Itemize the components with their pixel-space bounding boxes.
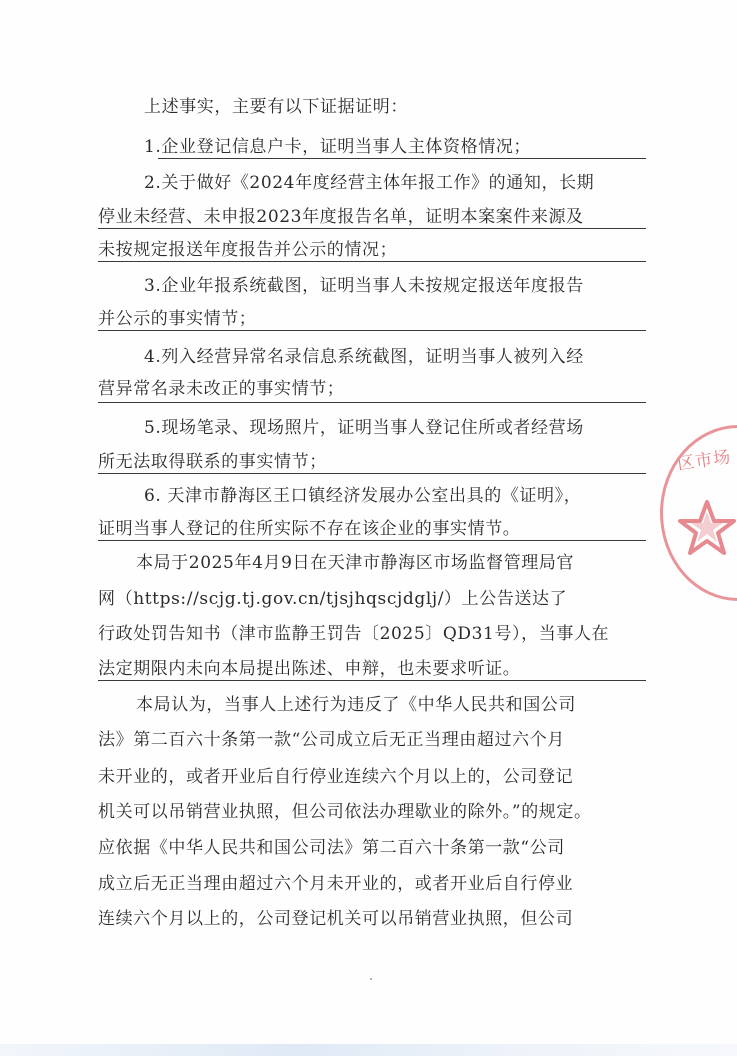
doc-line: 2.关于做好《2024年度经营主体年报工作》的通知，长期 xyxy=(144,173,595,193)
doc-line: 所无法取得联系的事实情节； xyxy=(98,452,327,472)
official-seal xyxy=(660,425,737,601)
doc-line: 网（https://scjg.tj.gov.cn/tjsjhqscjdglj/）上公告送达了 xyxy=(98,589,568,609)
doc-line: 6. 天津市静海区王口镇经济发展办公室出具的《证明》， xyxy=(144,486,582,506)
doc-line: 成立后无正当理由超过六个月未开业的，或者开业后自行停业 xyxy=(98,874,574,894)
doc-line: 未按规定报送年度报告并公示的情况； xyxy=(98,240,398,260)
underline-rule xyxy=(98,680,646,681)
underline-rule xyxy=(98,228,646,229)
underline-rule xyxy=(98,402,646,403)
doc-line: 5.现场笔录、现场照片，证明当事人登记住所或者经营场 xyxy=(144,418,584,438)
doc-line: 本局认为，当事人上述行为违反了《中华人民共和国公司 xyxy=(136,695,576,715)
doc-line: 上述事实，主要有以下证据证明： xyxy=(144,97,408,117)
doc-line: 行政处罚告知书（津市监静王罚告〔2025〕QD31号），当事人在 xyxy=(98,624,610,644)
doc-line: 机关可以吊销营业执照，但公司依法办理歇业的除外。”的规定。 xyxy=(98,802,592,822)
seal-star-icon xyxy=(677,498,737,558)
doc-line: 未开业的，或者开业后自行停业连续六个月以上的，公司登记 xyxy=(98,767,574,787)
doc-line: 1.企业登记信息户卡，证明当事人主体资格情况； xyxy=(144,137,532,157)
underline-rule xyxy=(98,473,646,474)
doc-line: 法定期限内未向本局提出陈述、申辩，也未要求听证。 xyxy=(98,659,521,679)
seal-text: 区市场 xyxy=(676,447,733,475)
doc-line: 停业未经营、未申报2023年度报告名单，证明本案案件来源及 xyxy=(98,207,584,227)
doc-line: 3.企业年报系统截图，证明当事人未按规定报送年度报告 xyxy=(144,276,584,296)
doc-line: 营异常名录未改正的事实情节； xyxy=(98,379,345,399)
doc-line: 证明当事人登记的住所实际不存在该企业的事实情节。 xyxy=(98,519,521,539)
underline-rule xyxy=(158,158,646,159)
doc-line: 连续六个月以上的，公司登记机关可以吊销营业执照，但公司 xyxy=(98,909,574,929)
scan-edge xyxy=(0,1044,737,1056)
speck xyxy=(370,978,372,980)
doc-line: 应依据《中华人民共和国公司法》第二百六十条第一款“公司 xyxy=(98,838,565,858)
underline-rule xyxy=(98,540,646,541)
doc-line: 并公示的事实情节； xyxy=(98,309,257,329)
underline-rule xyxy=(98,330,646,331)
doc-line: 法》第二百六十条第一款“公司成立后无正当理由超过六个月 xyxy=(98,730,565,750)
underline-rule xyxy=(98,261,646,262)
doc-line: 4.列入经营异常名录信息系统截图，证明当事人被列入经 xyxy=(144,347,584,367)
doc-line: 本局于2025年4月9日在天津市静海区市场监督管理局官 xyxy=(136,553,575,573)
